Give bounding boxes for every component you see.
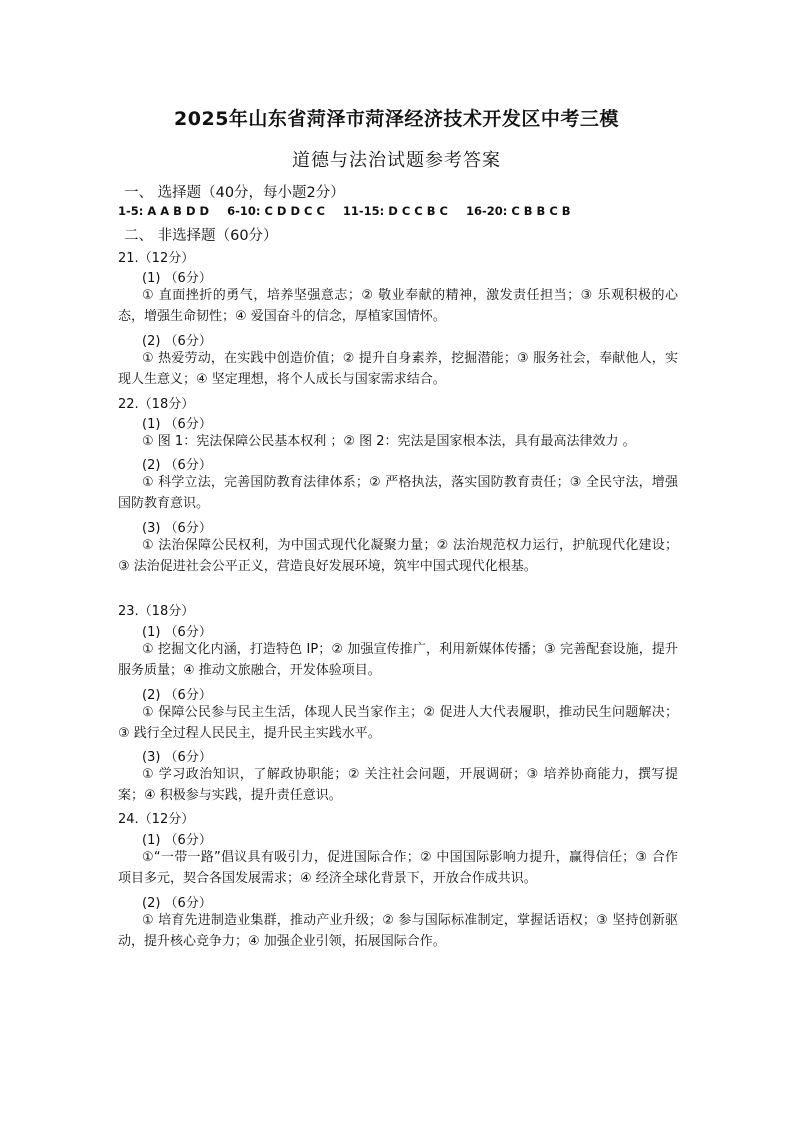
q22-part3-label: (3) （6分） [142, 521, 212, 536]
q21-part2-answer: ① 热爱劳动，在实践中创造价值；② 提升自身素养，挖掘潜能；③ 服务社会，奉献他人，实现人生意义；④ 坚定理想，将个人成长与国家需求结合。 [118, 351, 678, 387]
q23-part1-label: (1) （6分） [142, 625, 212, 640]
q21-part1-label: (1) （6分） [142, 271, 212, 286]
question-23-label: 23.（18分） [118, 604, 195, 619]
q21-part1-answer: ① 直面挫折的勇气，培养坚强意志；② 敬业奉献的精神，激发责任担当；③ 乐观积极的心态，增强生命韧性；④ 爱国奋斗的信念，厚植家国情怀。 [118, 288, 678, 324]
answer-group: 6-10: C D D C C [227, 204, 325, 218]
question-22-label: 22.（18分） [118, 397, 195, 412]
answer-group: 11-15: D C C B C [342, 204, 448, 218]
answer-group: 1-5: A A B D D [118, 204, 210, 218]
q23-part3-answer: ① 学习政治知识，了解政协职能；② 关注社会问题，开展调研；③ 培养协商能力，撰写提案；④ 积极参与实践，提升责任意识。 [118, 767, 678, 803]
document-title: 2025年山东省菏泽市菏泽经济技术开发区中考三模 [174, 108, 619, 130]
question-24-label: 24.（12分） [118, 812, 195, 827]
q23-part2-answer: ① 保障公民参与民主生活，体现人民当家作主；② 促进人大代表履职，推动民生问题解决；③ 践行全过程人民民主，提升民主实践水平。 [118, 705, 678, 741]
q21-part2-label: (2) （6分） [142, 334, 212, 349]
answer-group: 16-20: C B B C B [465, 204, 571, 218]
q24-part2-answer: ① 培育先进制造业集群，推动产业升级；② 参与国际标准制定，掌握话语权；③ 坚持创新驱动，提升核心竞争力；④ 加强企业引领，拓展国际合作。 [118, 913, 678, 949]
q23-part3-label: (3) （6分） [142, 750, 212, 765]
question-21-label: 21.（12分） [118, 251, 195, 266]
q23-part2-label: (2) （6分） [142, 688, 212, 703]
q24-part2-label: (2) （6分） [142, 896, 212, 911]
q22-part2-label: (2) （6分） [142, 458, 212, 473]
q24-part1-label: (1) （6分） [142, 833, 212, 848]
section2-heading: 二、 非选择题（60分） [124, 228, 278, 244]
q22-part1-label: (1) （6分） [142, 417, 212, 432]
document-subtitle: 道德与法治试题参考答案 [292, 150, 501, 171]
q22-part3-answer: ① 法治保障公民权利，为中国式现代化凝聚力量；② 法治规范权力运行，护航现代化建设；③ 法治促进社会公平正义，营造良好发展环境，筑牢中国式现代化根基。 [118, 538, 678, 574]
multiple-choice-answers [118, 204, 585, 218]
q24-part1-answer: ①“一带一路”倡议具有吸引力，促进国际合作；② 中国国际影响力提升，赢得信任；③ 合作项目多元，契合各国发展需求；④ 经济全球化背景下，开放合作成共识。 [118, 850, 678, 886]
q23-part1-answer: ① 挖掘文化内涵，打造特色 IP；② 加强宣传推广，利用新媒体传播；③ 完善配套设施，提升服务质量；④ 推动文旅融合，开发体验项目。 [118, 642, 678, 678]
q22-part1-answer: ① 图 1：宪法保障公民基本权利 ；② 图 2：宪法是国家根本法，具有最高法律效力 。 [142, 434, 636, 449]
section1-heading: 一、 选择题（40分，每小题2分） [124, 185, 345, 201]
q22-part2-answer: ① 科学立法，完善国防教育法律体系；② 严格执法，落实国防教育责任；③ 全民守法，增强国防教育意识。 [118, 475, 678, 511]
